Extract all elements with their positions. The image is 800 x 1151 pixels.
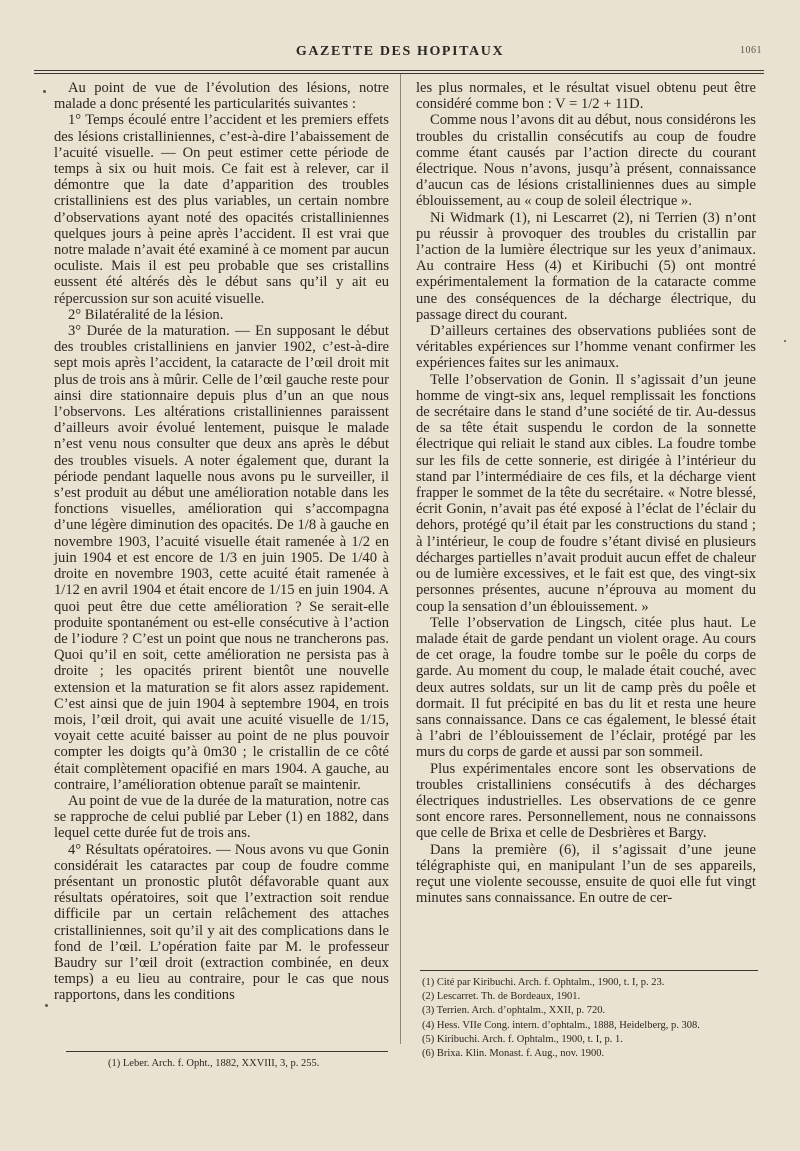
margin-mark	[784, 340, 786, 342]
footnote: (1) Leber. Arch. f. Opht., 1882, XXVIII, 3, p. 255.	[108, 1058, 320, 1069]
right-column	[416, 80, 756, 906]
paragraph: 3° Durée de la maturation. — En supposant le début des troubles cristalliniens en janvier 1902, c’est-à-dire sept mois après l’accident, la cataracte de l’œil droit mit plus de trois ans à mûrir. Celle de l’œil gauche reste pour ainsi dire stationnaire depuis plus d’un an que nous l’observons. Les altérations cristalliniennes paraissent d’ailleurs avoir évolué lentement, puisque le malade n’est venu nous consulter que deux ans après le début des troubles visuels. A noter également que, durant la période pendant laquelle nous avons pu le surveiller, il s’est produit au début une amélioration notable dans les fonctions visuelles, amélioration qui s’accompagna d’une légère diminution des opacités. De 1/8 à gauche en novembre 1903, l’acuité visuelle était ramenée à 1/2 en juin 1904 et est encore de 1/3 en juin 1905. De 1/40 à droite en novembre 1903, cette acuité était ramenée à 1/12 en avril 1904 et était encore de 1/15 en juin 1904. A quoi peut être due cette amélioration ? Se serait-elle produite spontanément ou est-elle consécutive à l’action de l’iodure ? C’est un point que nous ne trancherons pas. Quoi qu’il en soit, cette amélioration ne persista pas à droite ; les opacités prirent bientôt une nouvelle extension et la maturation se fit alors assez rapidement. C’est ainsi que de juin 1904 à septembre 1904, en trois mois, l’œil droit, qui avait une acuité visuelle de 1/15, voyait cette acuité baisser au point de ne plus pouvoir compter les doigts qu’à 0m30 ; le cristallin de ce côté était complètement opacifié en mars 1904. A gauche, au contraire, l’amélioration obtenue paraît se maintenir.	[54, 323, 389, 793]
footnote: (5) Kiribuchi. Arch. f. Ophtalm., 1900, t. I, p. 1.	[422, 1033, 623, 1045]
footnotes-right	[422, 976, 767, 1061]
paragraph: 1° Temps écoulé entre l’accident et les premiers effets des lésions cristalliniennes, c’est-à-dire l’abaissement de l’acuité visuelle. — On peut estimer cette période de temps à six ou huit mois. Ce fait est à relever, car il démontre que la date d’apparition des troubles cristalliniens est des plus variables, un certain nombre d’observations ayant noté des opacités cristalliniennes quelques jours à peine après l’accident. Il est vrai que notre malade n’avait été examiné à ce moment par aucun oculiste. Mais il est peu probable que ses cristallins eussent été altérés dès le début sans qu’il y ait eu répercussion sur son acuité visuelle.	[54, 112, 389, 307]
margin-mark	[45, 1004, 48, 1007]
footnote: (6) Brixa. Klin. Monast. f. Aug., nov. 1900.	[422, 1048, 605, 1060]
paragraph: 4° Résultats opératoires. — Nous avons vu que Gonin considérait les cataractes par coup de foudre comme présentant un pronostic plutôt défavorable quant aux résultats opératoires, soit que l’extraction soit rendue difficile par un certain relâchement des attaches cristalliniennes, soit qu’il y ait des complications dans le fond de l’œil. L’opération faite par M. le professeur Baudry sur l’œil droit (extraction combinée, en deux temps) a eu lieu au contraire, pour le cas que nous rapportons, dans les conditions	[54, 841, 389, 1004]
paragraph: Dans la première (6), il s’agissait d’une jeune télégraphiste qui, en manipulant l’un de ses appareils, reçut une violente secousse, ensuite de quoi elle fut vingt minutes sans connaissance. En outre de cer-	[416, 841, 756, 907]
footnote-rule-left	[66, 1051, 388, 1052]
paragraph: Telle l’observation de Gonin. Il s’agissait d’un jeune homme de vingt-six ans, lequel remplissait les fonctions de secrétaire dans le stand d’une société de tir. Au-dessus de sa tête était suspendu le cordon de la sonnette électrique qui reliait le stand aux cibles. La foudre tombe sur les fils de cette sonnerie, est dirigée à l’intérieur du stand par l’intermédiaire de ces fils, et la décharge vient frapper le sommet de la tête du secrétaire. « Notre blessé, écrit Gonin, n’avait pas été exposé à l’éclat de l’éclair du dehors, protégé qu’il était par les constructions du stand ; à l’intérieur, le coup de foudre s’étant divisé en plusieurs décharges partielles n’avait produit aucun effet de chaleur ou de lumière excessives, et le fait est que, des vingt-six personnes présentes, aucune n’éprouva au moment du coup la sensation d’un éblouissement. »	[416, 371, 756, 615]
column-divider	[400, 74, 401, 1044]
paragraph: Au point de vue de la durée de la maturation, notre cas se rapproche de celui publié par Leber (1) en 1882, dans lequel cette durée fut de trois ans.	[54, 792, 389, 842]
paragraph: D’ailleurs certaines des observations publiées sont de véritables expériences sur l’homme venant confirmer les expériences faites sur les animaux.	[416, 323, 756, 372]
header-rule	[34, 70, 764, 71]
paragraph: Au point de vue de l’évolution des lésions, notre malade a donc présenté les particularités suivantes :	[54, 80, 389, 113]
footnote: (1) Cité par Kiribuchi. Arch. f. Ophtalm., 1900, t. I, p. 23.	[422, 977, 665, 988]
paragraph: les plus normales, et le résultat visuel obtenu peut être considéré comme bon : V = 1/2 + 11D.	[416, 80, 756, 113]
footnote-rule-right	[420, 970, 758, 971]
footnote: (3) Terrien. Arch. d’ophtalm., XXII, p. 720.	[422, 1005, 606, 1017]
paragraph: 2° Bilatéralité de la lésion.	[68, 306, 224, 323]
page-header	[0, 44, 800, 68]
footnote: (4) Hess. VIIe Cong. intern. d’ophtalm., 1888, Heidelberg, p. 308.	[422, 1019, 700, 1031]
header-rule-thin	[34, 73, 764, 74]
margin-mark	[43, 90, 46, 93]
footnotes-left	[108, 1057, 393, 1071]
footnote: (2) Lescarret. Th. de Bordeaux, 1901.	[422, 991, 581, 1003]
paragraph: Ni Widmark (1), ni Lescarret (2), ni Terrien (3) n’ont pu réussir à provoquer des troubles du cristallin par l’action de la lumière électrique sur les yeux d’animaux. Au contraire Hess (4) et Kiribuchi (5) ont montré expérimentalement la formation de la cataracte comme une des conséquences de la décharge électrique, du passage direct du courant.	[416, 209, 756, 323]
journal-title: GAZETTE DES HOPITAUX	[295, 44, 505, 59]
page-number: 1061	[740, 45, 762, 56]
paragraph: Telle l’observation de Lingsch, citée plus haut. Le malade était de garde pendant un violent orage. Au cours de cet orage, la foudre tombe sur le poêle du corps de garde. Au moment du coup, le malade était couché, avec deux autres soldats, sur un lit de camp près du poêle et dormait. Il fut précipité en bas du lit et resta une heure sans connaissance. Dans ce cas également, le blessé était à l’abri de l’éblouissement de l’éclair, protégé par les murs du corps de garde et aussi par son sommeil.	[416, 614, 756, 761]
paragraph: Comme nous l’avons dit au début, nous considérons les troubles du cristallin consécutifs au coup de foudre comme étant causés par l’action directe du courant électrique. Nous n’avons, jusqu’à présent, connaissance d’aucun cas de lésions cristalliniennes dues au simple éblouissement, au « coup de soleil électrique ».	[416, 112, 756, 210]
paragraph: Plus expérimentales encore sont les observations de troubles cristalliniens consécutifs à des décharges électriques industrielles. Les observations de ce genre sont encore rares. Personnellement, nous ne connaissons que celle de Brixa et celle de Desbrières et Bargy.	[416, 760, 756, 842]
left-column	[54, 80, 389, 1004]
